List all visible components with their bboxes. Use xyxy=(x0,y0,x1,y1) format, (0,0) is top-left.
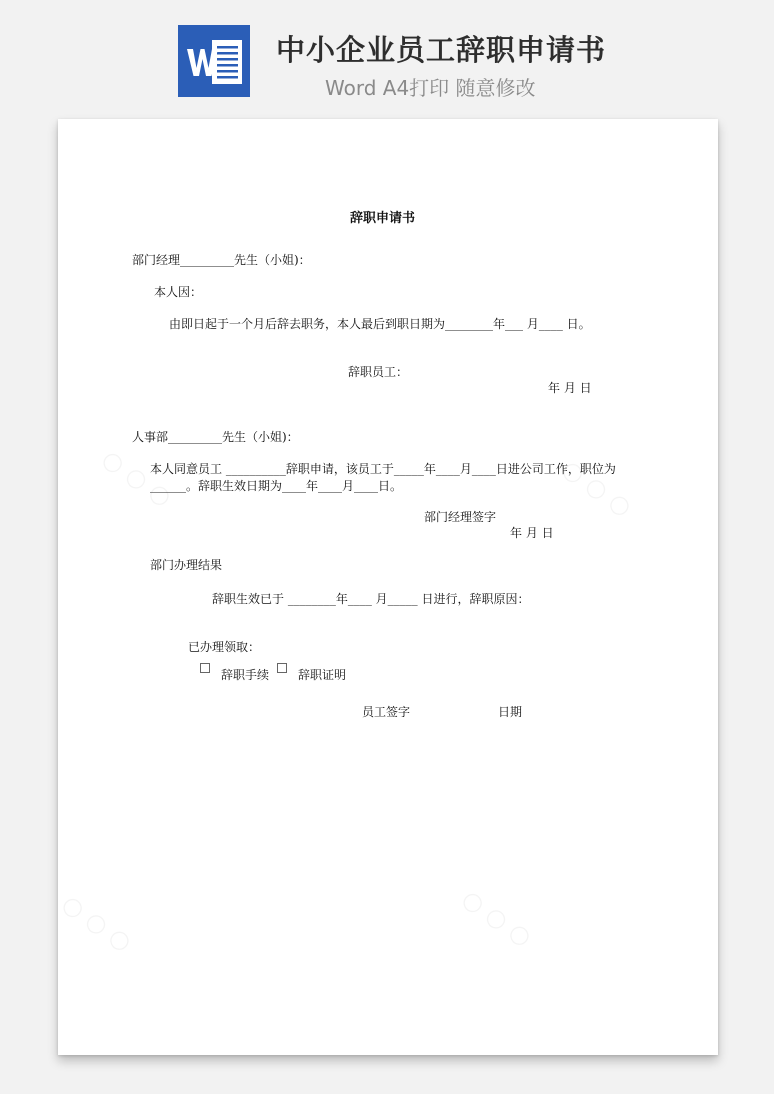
final-employee-signature-label: 员工签字 xyxy=(362,705,411,719)
manager-date: 年 月 日 xyxy=(510,526,554,540)
certificate-checkbox[interactable] xyxy=(277,663,287,673)
employee-signature-label: 辞职员工： xyxy=(348,365,409,379)
procedures-checkbox[interactable] xyxy=(200,663,210,673)
effective-date-statement: ______。辞职生效日期为____年____月____日。 xyxy=(150,479,403,493)
approval-statement: 本人同意员工 __________辞职申请，该员工于_____年____月____日进公司工作，职位为 xyxy=(150,462,616,476)
manager-signature-label: 部门经理签字 xyxy=(424,510,497,524)
addressee-manager: 部门经理_________先生（小姐)： xyxy=(132,253,311,267)
employee-date: 年 月 日 xyxy=(548,381,592,395)
reason-label: 本人因： xyxy=(154,285,203,299)
banner-subtitle: Word A4打印 随意修改 xyxy=(325,76,536,100)
resignation-statement: 由即日起于一个月后辞去职务，本人最后到职日期为________年___ 月____ 日。 xyxy=(169,317,591,331)
document-title: 辞职申请书 xyxy=(350,211,416,226)
word-document-icon xyxy=(178,25,250,97)
procedures-checkbox-label: 辞职手续 xyxy=(221,668,270,682)
certificate-checkbox-label: 辞职证明 xyxy=(298,668,347,682)
department-result-label: 部门办理结果 xyxy=(150,558,223,572)
document-page xyxy=(58,119,718,1055)
watermark-mark xyxy=(57,889,137,957)
received-label: 已办理领取： xyxy=(188,640,261,654)
addressee-hr: 人事部_________先生（小姐)： xyxy=(132,430,299,444)
effective-result-statement: 辞职生效已于 ________年____ 月_____ 日进行，辞职原因： xyxy=(212,592,530,606)
banner-title: 中小企业员工辞职申请书 xyxy=(276,33,607,67)
final-date-label: 日期 xyxy=(498,705,523,719)
watermark-mark xyxy=(457,884,537,952)
header-banner xyxy=(0,0,774,110)
